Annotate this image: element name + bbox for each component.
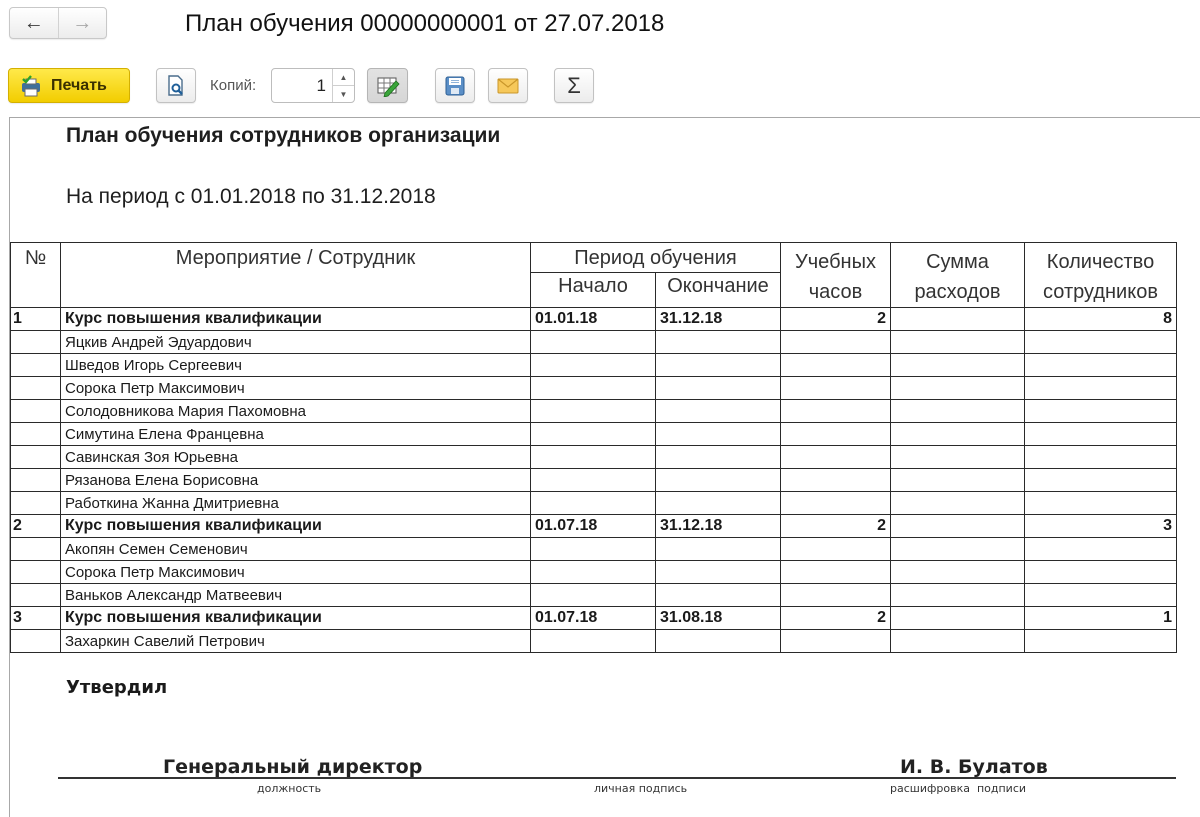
empty-cell	[1025, 469, 1177, 492]
empty-cell	[781, 538, 891, 561]
course-row	[11, 308, 1177, 331]
page-preview-icon	[166, 75, 186, 97]
empty-cell	[656, 538, 781, 561]
empty-cell	[656, 423, 781, 446]
course-row	[11, 607, 1177, 630]
empty-cell	[781, 400, 891, 423]
course-row	[11, 515, 1177, 538]
empty-cell	[1025, 584, 1177, 607]
header-hours-label: Учебных часов	[795, 251, 876, 303]
preview-button[interactable]	[156, 68, 196, 103]
empty-cell	[781, 584, 891, 607]
sigma-icon: Σ	[567, 72, 581, 98]
empty-cell	[1025, 446, 1177, 469]
empty-cell	[531, 492, 656, 515]
envelope-icon	[497, 78, 519, 94]
empty-cell	[1025, 331, 1177, 354]
empty-cell	[1025, 538, 1177, 561]
course-number: 3	[11, 607, 61, 630]
empty-cell	[1025, 400, 1177, 423]
empty-cell	[531, 354, 656, 377]
empty-cell	[891, 538, 1025, 561]
employee-name: Акопян Семен Семенович	[61, 538, 531, 561]
empty-cell	[11, 423, 61, 446]
employee-name: Сорока Петр Максимович	[61, 377, 531, 400]
history-nav	[9, 7, 107, 39]
empty-cell	[891, 423, 1025, 446]
empty-cell	[531, 377, 656, 400]
empty-cell	[531, 331, 656, 354]
employee-name: Сорока Петр Максимович	[61, 561, 531, 584]
empty-cell	[781, 354, 891, 377]
back-button[interactable]	[10, 8, 58, 38]
signer-name: И. В. Булатов	[900, 756, 1048, 778]
course-cost	[891, 515, 1025, 538]
header-count	[1025, 243, 1177, 308]
empty-cell	[656, 584, 781, 607]
employee-name: Захаркин Савелий Петрович	[61, 630, 531, 653]
employee-row	[11, 469, 1177, 492]
employee-row	[11, 446, 1177, 469]
table-edit-icon	[376, 75, 400, 97]
arrow-left-icon: ←	[23, 11, 44, 34]
header-period: Период обучения	[531, 243, 781, 273]
approved-heading: Утвердил	[66, 677, 168, 698]
empty-cell	[781, 331, 891, 354]
save-button[interactable]	[435, 68, 475, 103]
empty-cell	[656, 400, 781, 423]
employee-row	[11, 584, 1177, 607]
window-title: План обучения 00000000001 от 27.07.2018	[185, 10, 665, 37]
employee-row	[11, 400, 1177, 423]
printer-icon	[19, 75, 43, 97]
copies-input[interactable]	[272, 69, 332, 102]
toolbar	[0, 68, 1200, 104]
empty-cell	[11, 446, 61, 469]
header-hours	[781, 243, 891, 308]
empty-cell	[781, 630, 891, 653]
copies-field	[271, 68, 355, 103]
document-title: План обучения сотрудников организации	[66, 124, 501, 147]
employee-row	[11, 630, 1177, 653]
empty-cell	[531, 561, 656, 584]
empty-cell	[781, 561, 891, 584]
empty-cell	[891, 469, 1025, 492]
print-button[interactable]	[8, 68, 130, 103]
header-end: Окончание	[656, 273, 781, 308]
course-number: 2	[11, 515, 61, 538]
employee-name: Симутина Елена Францевна	[61, 423, 531, 446]
caption-position: должность	[257, 782, 322, 795]
course-start: 01.01.18	[531, 308, 656, 331]
empty-cell	[781, 377, 891, 400]
signer-position: Генеральный директор	[163, 756, 423, 778]
course-count: 3	[1025, 515, 1177, 538]
empty-cell	[891, 354, 1025, 377]
employee-name: Шведов Игорь Сергеевич	[61, 354, 531, 377]
empty-cell	[531, 630, 656, 653]
empty-cell	[1025, 630, 1177, 653]
employee-name: Ваньков Александр Матвеевич	[61, 584, 531, 607]
course-start: 01.07.18	[531, 607, 656, 630]
empty-cell	[891, 630, 1025, 653]
forward-button[interactable]	[58, 8, 107, 38]
empty-cell	[891, 561, 1025, 584]
employee-row	[11, 423, 1177, 446]
empty-cell	[11, 538, 61, 561]
table-body	[11, 308, 1177, 653]
empty-cell	[11, 469, 61, 492]
employee-name: Рязанова Елена Борисовна	[61, 469, 531, 492]
course-count: 1	[1025, 607, 1177, 630]
course-name: Курс повышения квалификации	[61, 515, 531, 538]
empty-cell	[891, 331, 1025, 354]
course-name: Курс повышения квалификации	[61, 308, 531, 331]
empty-cell	[656, 354, 781, 377]
empty-cell	[891, 446, 1025, 469]
header-start: Начало	[531, 273, 656, 308]
header-count-label: Количество сотрудников	[1043, 251, 1158, 303]
course-hours: 2	[781, 308, 891, 331]
empty-cell	[1025, 561, 1177, 584]
employee-row	[11, 377, 1177, 400]
empty-cell	[531, 423, 656, 446]
empty-cell	[656, 469, 781, 492]
employee-name: Солодовникова Мария Пахомовна	[61, 400, 531, 423]
print-label: Печать	[51, 76, 107, 94]
spin-down-button[interactable]: ▼	[333, 85, 354, 102]
empty-cell	[656, 331, 781, 354]
employee-row	[11, 561, 1177, 584]
send-email-button[interactable]	[488, 68, 528, 103]
empty-cell	[891, 492, 1025, 515]
course-start: 01.07.18	[531, 515, 656, 538]
employee-row	[11, 354, 1177, 377]
document-period: На период с 01.01.2018 по 31.12.2018	[66, 185, 436, 208]
empty-cell	[656, 630, 781, 653]
employee-row	[11, 492, 1177, 515]
course-hours: 2	[781, 515, 891, 538]
arrow-right-icon: →	[72, 11, 93, 34]
empty-cell	[1025, 377, 1177, 400]
empty-cell	[11, 492, 61, 515]
empty-cell	[531, 446, 656, 469]
course-cost	[891, 308, 1025, 331]
empty-cell	[531, 400, 656, 423]
empty-cell	[656, 446, 781, 469]
empty-cell	[781, 492, 891, 515]
course-count: 8	[1025, 308, 1177, 331]
empty-cell	[656, 492, 781, 515]
spin-up-button[interactable]: ▲	[339, 72, 348, 82]
employee-row	[11, 331, 1177, 354]
course-hours: 2	[781, 607, 891, 630]
header-cost-label: Сумма расходов	[914, 251, 1001, 303]
empty-cell	[891, 584, 1025, 607]
employee-name: Работкина Жанна Дмитриевна	[61, 492, 531, 515]
edit-table-button[interactable]	[367, 68, 408, 103]
copies-label: Копий:	[210, 77, 257, 94]
course-name: Курс повышения квалификации	[61, 607, 531, 630]
empty-cell	[1025, 423, 1177, 446]
header-num: №	[11, 243, 61, 308]
empty-cell	[891, 400, 1025, 423]
employee-name: Савинская Зоя Юрьевна	[61, 446, 531, 469]
empty-cell	[781, 469, 891, 492]
empty-cell	[891, 377, 1025, 400]
empty-cell	[531, 584, 656, 607]
caption-signature: личная подпись	[594, 782, 688, 795]
caption-name: расшифровка подписи	[890, 782, 1027, 795]
course-end: 31.12.18	[656, 308, 781, 331]
empty-cell	[531, 469, 656, 492]
training-plan-table	[10, 242, 1177, 653]
sum-button[interactable]	[554, 68, 594, 103]
empty-cell	[1025, 492, 1177, 515]
header-cost	[891, 243, 1025, 308]
course-cost	[891, 607, 1025, 630]
signature-line	[58, 777, 1176, 779]
empty-cell	[11, 331, 61, 354]
course-end: 31.08.18	[656, 607, 781, 630]
empty-cell	[11, 354, 61, 377]
course-end: 31.12.18	[656, 515, 781, 538]
empty-cell	[11, 561, 61, 584]
floppy-disk-icon	[445, 76, 465, 96]
empty-cell	[781, 446, 891, 469]
empty-cell	[1025, 354, 1177, 377]
employee-row	[11, 538, 1177, 561]
empty-cell	[11, 630, 61, 653]
empty-cell	[656, 377, 781, 400]
header-event: Мероприятие / Сотрудник	[61, 243, 531, 308]
empty-cell	[11, 377, 61, 400]
empty-cell	[11, 400, 61, 423]
empty-cell	[781, 423, 891, 446]
copies-stepper	[332, 69, 354, 102]
employee-name: Яцкив Андрей Эдуардович	[61, 331, 531, 354]
empty-cell	[11, 584, 61, 607]
empty-cell	[656, 561, 781, 584]
empty-cell	[531, 538, 656, 561]
course-number: 1	[11, 308, 61, 331]
